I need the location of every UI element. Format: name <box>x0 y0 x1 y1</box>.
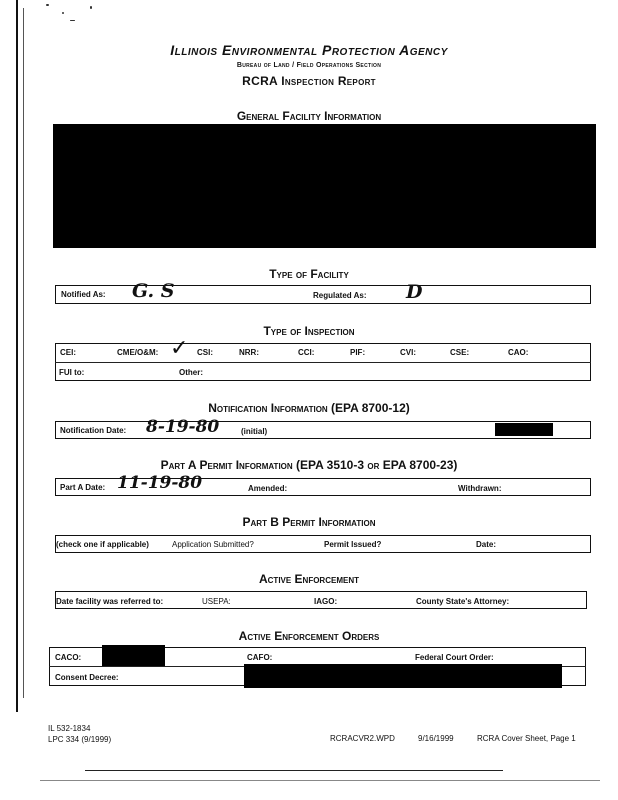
redacted-consent-decree <box>244 664 562 688</box>
regulated-as-value: D <box>406 281 423 303</box>
scan-margin-line <box>16 0 18 712</box>
option-cei: CEI: <box>60 348 76 357</box>
part-a-date-value: 11-19-80 <box>117 473 203 493</box>
active-enforcement-heading: Active Enforcement <box>258 572 359 586</box>
regulated-as-label: Regulated As: <box>313 291 367 300</box>
scan-speck <box>70 20 75 21</box>
option-cci: CCI: <box>298 348 315 357</box>
amended-label: Amended: <box>248 484 288 493</box>
part-b-date-label: Date: <box>476 540 497 549</box>
consent-decree-label: Consent Decree: <box>55 673 119 682</box>
scan-speck <box>90 6 92 9</box>
redacted-facility-info <box>53 124 596 248</box>
option-csi: CSI: <box>197 348 213 357</box>
part-b-check-label: (check one if applicable) <box>56 540 149 549</box>
type-of-facility-heading: Type of Facility <box>269 267 349 281</box>
fui-to-label: FUI to: <box>59 368 85 377</box>
part-a-date-label: Part A Date: <box>60 483 106 492</box>
withdrawn-label: Withdrawn: <box>458 484 502 493</box>
other-label: Other: <box>179 368 203 377</box>
type-of-inspection-heading: Type of Inspection <box>263 324 355 338</box>
option-cao: CAO: <box>508 348 529 357</box>
iago-label: IAGO: <box>314 597 338 606</box>
general-facility-heading: General Facility Information <box>236 109 382 123</box>
footer-filename: RCRACVR2.WPD <box>330 734 395 743</box>
option-nrr: NRR: <box>239 348 259 357</box>
redacted-caco <box>102 645 165 666</box>
redacted-notification <box>495 423 553 436</box>
report-title: RCRA Inspection Report <box>242 74 376 88</box>
notified-as-value: G. S <box>132 280 175 302</box>
county-attorney-label: County State's Attorney: <box>416 597 510 606</box>
footer-rule-lower <box>40 780 600 781</box>
scan-speck <box>62 12 64 14</box>
option-pif: PIF: <box>350 348 366 357</box>
part-a-heading: Part A Permit Information (EPA 3510-3 or EPA 8700-23) <box>160 458 458 472</box>
checkmark-cme-om: ✓ <box>170 336 189 361</box>
notification-date-label: Notification Date: <box>60 426 127 435</box>
option-cvi: CVI: <box>400 348 416 357</box>
application-submitted-label: Application Submitted? <box>172 540 254 549</box>
agency-title: Illinois Environmental Protection Agency <box>170 42 448 58</box>
caco-label: CACO: <box>55 653 82 662</box>
footer-date: 9/16/1999 <box>418 734 454 743</box>
footer-rule <box>85 770 503 771</box>
initial-label: (initial) <box>241 427 268 436</box>
notification-date-value: 8-19-80 <box>146 417 220 437</box>
cafo-label: CAFO: <box>247 653 273 662</box>
enforcement-orders-heading: Active Enforcement Orders <box>238 629 380 643</box>
scan-speck <box>46 4 49 6</box>
permit-issued-label: Permit Issued? <box>324 540 382 549</box>
part-b-heading: Part B Permit Information <box>242 515 376 529</box>
federal-court-order-label: Federal Court Order: <box>415 653 494 662</box>
il-form-code: IL 532-1834 <box>48 724 91 733</box>
bureau-subtitle: Bureau of Land / Field Operations Section <box>236 62 382 69</box>
option-cme-om: CME/O&M: <box>117 348 159 357</box>
inspection-row-divider <box>55 362 591 363</box>
usepa-label: USEPA: <box>202 597 231 606</box>
date-referred-label: Date facility was referred to: <box>56 597 164 606</box>
option-cse: CSE: <box>450 348 470 357</box>
footer-sheet-label: RCRA Cover Sheet, Page 1 <box>477 734 576 743</box>
lpc-form-code: LPC 334 (9/1999) <box>48 735 112 744</box>
notified-as-label: Notified As: <box>61 290 106 299</box>
notification-info-heading: Notification Information (EPA 8700-12) <box>208 401 410 415</box>
